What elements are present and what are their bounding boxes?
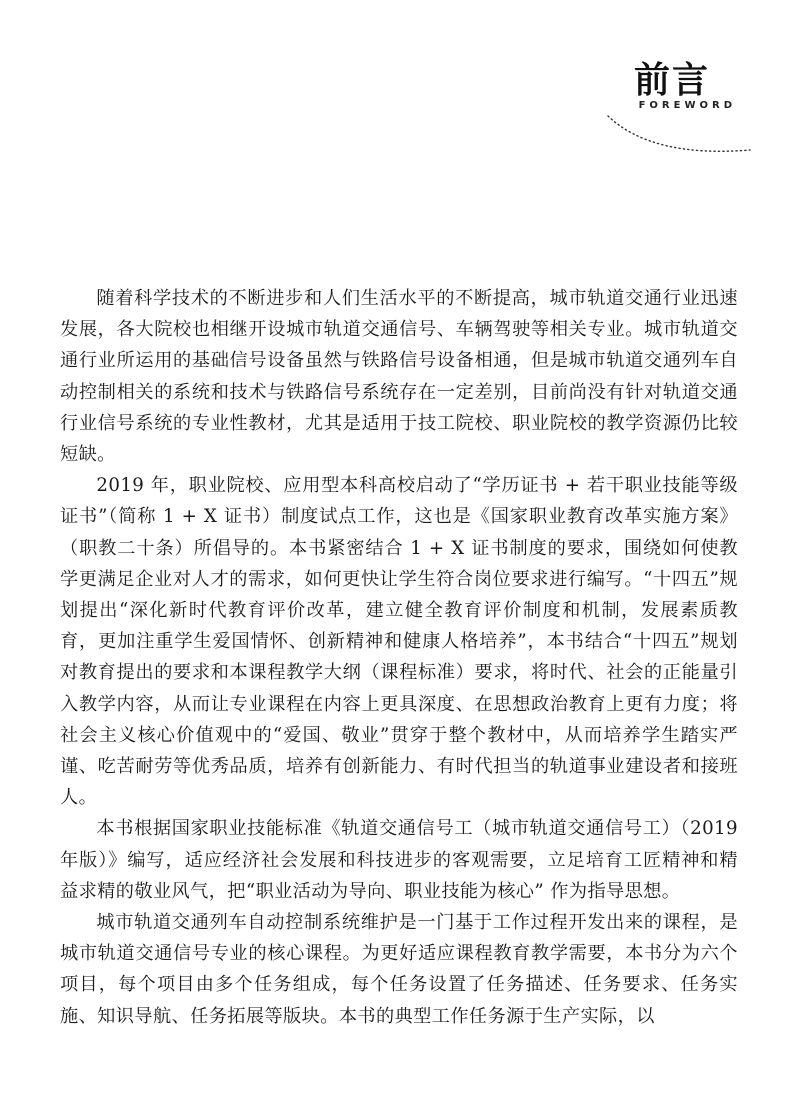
page-subtitle: FOREWORD: [638, 100, 736, 111]
paragraph: 2019 年，职业院校、应用型本科高校启动了“学历证书 + 若干职业技能等级证书”（简称 1 + X 证书）制度试点工作，这也是《国家职业教育改革实施方案》（职教二十条）所倡导的。本书紧密结合 1 + X 证书制度的要求，围绕如何使教学更满足企业对人才的需求，如何更快让学生符合岗位要求进行编写。“十四五”规划提出“深化新时代教育评价改革，建立健全教育评价制度和机制，发展素质教育，更加注重学生爱国情怀、创新精神和健康人格培养”，本书结合“十四五”规划对教育提出的要求和本课程教学大纲（课程标准）要求，将时代、社会的正能量引入教学内容，从而让专业课程在内容上更具深度、在思想政治教育上更有力度；将社会主义核心价值观中的“爱国、敬业”贯穿于整个教材中，从而培养学生踏实严谨、吃苦耐劳等优秀品质，培养有创新能力、有时代担当的轨道事业建设者和接班人。: [60, 475, 738, 809]
page-title: 前言: [633, 59, 710, 101]
paragraph: 本书根据国家职业技能标准《轨道交通信号工（城市轨道交通信号工）（2019 年版）》编写，适应经济社会发展和科技进步的客观需要，立足培育工匠精神和精益求精的敬业风气，把“职业活动为导向、职业技能为核心” 作为指导思想。: [60, 818, 738, 902]
decorative-dotted-arc: [602, 110, 752, 160]
body-text: [60, 283, 738, 1032]
page-header: [600, 52, 750, 162]
paragraph: 随着科学技术的不断进步和人们生活水平的不断提高，城市轨道交通行业迅速发展，各大院校也相继开设城市轨道交通信号、车辆驾驶等相关专业。城市轨道交通行业所运用的基础信号设备虽然与铁路信号设备相通，但是城市轨道交通列车自动控制相关的系统和技术与铁路信号系统存在一定差别，目前尚没有针对轨道交通行业信号系统的专业性教材，尤其是适用于技工院校、职业院校的教学资源仍比较短缺。: [60, 288, 738, 466]
paragraph: 城市轨道交通列车自动控制系统维护是一门基于工作过程开发出来的课程，是城市轨道交通信号专业的核心课程。为更好适应课程教育教学需要，本书分为六个项目，每个项目由多个任务组成，每个任务设置了任务描述、任务要求、任务实施、知识导航、任务拓展等版块。本书的典型工作任务源于生产实际，以: [60, 912, 738, 1027]
